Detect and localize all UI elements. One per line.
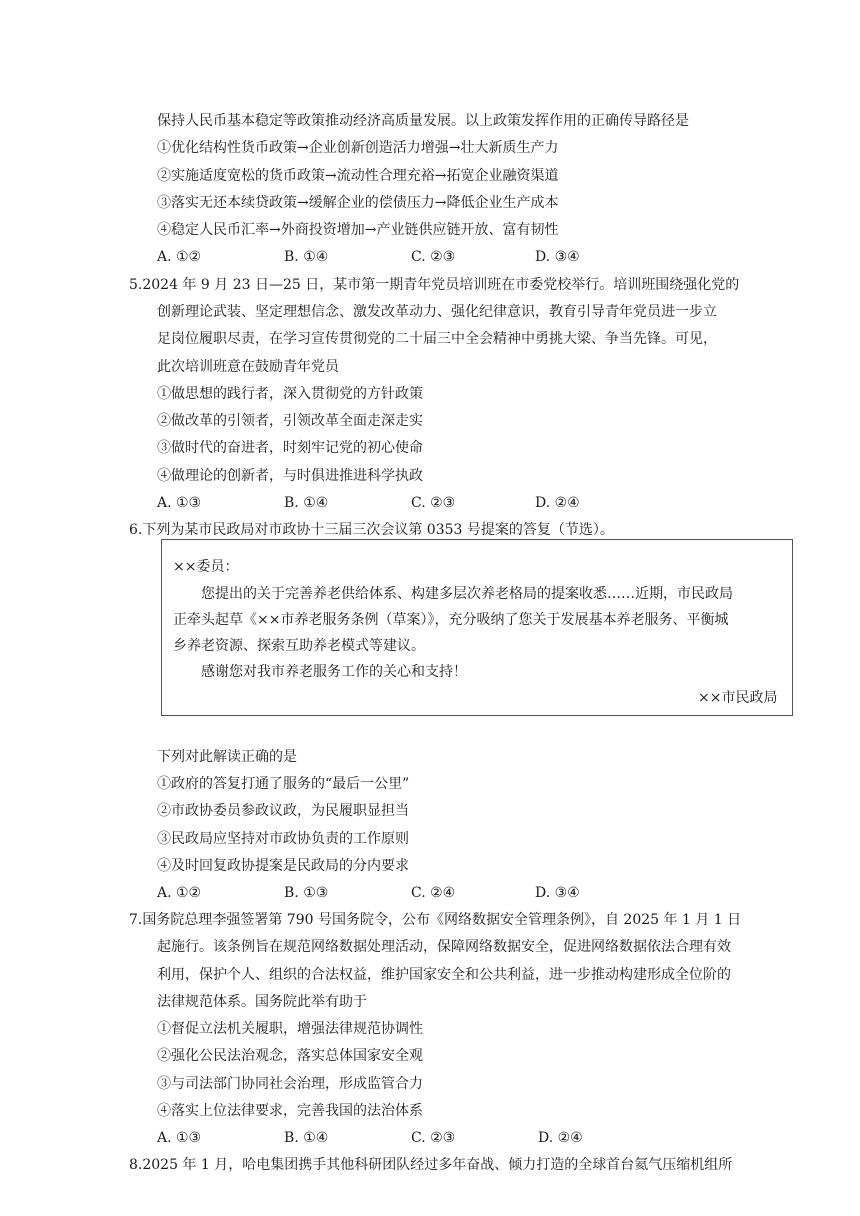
q7-option-c[interactable]: C. ②③ <box>411 1130 456 1146</box>
q7-option-b[interactable]: B. ①④ <box>284 1130 329 1146</box>
q7-option-d[interactable]: D. ②④ <box>538 1130 583 1146</box>
q6-option-b[interactable]: B. ①③ <box>284 885 329 901</box>
q4-option-d[interactable]: D. ③④ <box>535 249 580 265</box>
q6-letter-body-line-4: 感谢您对我市养老服务工作的关心和支持！ <box>201 664 467 680</box>
q4-option-b[interactable]: B. ①④ <box>284 249 329 265</box>
q7-stem-line-3: 利用，保护个人、组织的合法权益，维护国家安全和公共利益，进一步推动构建形成全位阶的 <box>157 967 731 983</box>
q6-letter-body-line-3: 乡养老资源、探索互助养老模式等建议。 <box>173 638 425 654</box>
q7-item-4: ④落实上位法律要求，完善我国的法治体系 <box>157 1103 423 1119</box>
q7-item-3: ③与司法部门协同社会治理，形成监管合力 <box>157 1076 423 1092</box>
q4-option-a[interactable]: A. ①② <box>157 249 202 265</box>
q5-option-d[interactable]: D. ②④ <box>535 495 580 511</box>
q6-item-1: ①政府的答复打通了服务的“最后一公里” <box>157 776 410 792</box>
q5-options <box>157 493 580 513</box>
q5-option-a[interactable]: A. ①③ <box>157 495 202 511</box>
q5-option-b[interactable]: B. ①④ <box>284 495 329 511</box>
q4-options <box>157 247 580 267</box>
q4-item-4: ④稳定人民币汇率→外商投资增加→产业链供应链开放、富有韧性 <box>157 222 559 238</box>
q6-letter-body-line-1: 您提出的关于完善养老供给体系、构建多层次养老格局的提案收悉……近期，市民政局 <box>201 586 733 602</box>
q5-stem-line-3: 足岗位履职尽责，在学习宣传贯彻党的二十届三中全会精神中勇挑大梁、争当先锋。可见， <box>157 331 717 347</box>
q4-stem-continuation: 保持人民币基本稳定等政策推动经济高质量发展。以上政策发挥作用的正确传导路径是 <box>157 113 689 129</box>
q5-option-c[interactable]: C. ②③ <box>411 495 456 511</box>
q6-letter-body-line-2: 正牵头起草《××市养老服务条例（草案）》，充分吸纳了您关于发展基本养老服务、平衡城 <box>173 612 729 628</box>
q5-stem-line-2: 创新理论武装、坚定理想信念、激发改革动力、强化纪律意识，教育引导青年党员进一步立 <box>157 304 717 320</box>
q5-item-1: ①做思想的践行者，深入贯彻党的方针政策 <box>157 386 423 402</box>
q6-option-d[interactable]: D. ③④ <box>535 885 580 901</box>
q6-question: 下列对此解读正确的是 <box>157 749 297 765</box>
q6-item-4: ④及时回复政协提案是民政局的分内要求 <box>157 858 409 874</box>
q6-item-3: ③民政局应坚持对市政协负责的工作原则 <box>157 831 409 847</box>
q6-options <box>157 883 580 903</box>
q7-item-1: ①督促立法机关履职，增强法律规范协调性 <box>157 1021 423 1037</box>
q7-options <box>157 1128 583 1148</box>
q8-stem-line-1: 8.2025 年 1 月，哈电集团携手其他科研团队经过多年奋战、倾力打造的全球首台氦气压缩机组所 <box>129 1157 733 1173</box>
q6-option-c[interactable]: C. ②④ <box>411 885 456 901</box>
q5-stem-line-4: 此次培训班意在鼓励青年党员 <box>157 359 339 375</box>
q7-option-a[interactable]: A. ①③ <box>157 1130 202 1146</box>
q6-stem: 6.下列为某市民政局对市政协十三届三次会议第 0353 号提案的答复（节选）。 <box>129 522 614 538</box>
q5-item-4: ④做理论的创新者，与时俱进推进科学执政 <box>157 468 423 484</box>
q5-item-2: ②做改革的引领者，引领改革全面走深走实 <box>157 413 423 429</box>
q7-item-2: ②强化公民法治观念，落实总体国家安全观 <box>157 1048 423 1064</box>
q4-item-3: ③落实无还本续贷政策→缓解企业的偿债压力→降低企业生产成本 <box>157 195 559 211</box>
q6-letter-salutation: ××委员： <box>173 559 239 575</box>
q6-item-2: ②市政协委员参政议政，为民履职显担当 <box>157 803 409 819</box>
q4-item-1: ①优化结构性货币政策→企业创新创造活力增强→壮大新质生产力 <box>157 140 559 156</box>
q7-stem-line-1: 7.国务院总理李强签署第 790 号国务院令，公布《网络数据安全管理条例》，自 2025 年 1 月 1 日 <box>129 912 742 928</box>
q7-stem-line-2: 起施行。该条例旨在规范网络数据处理活动，保障网络数据安全，促进网络数据依法合理有效 <box>157 939 731 955</box>
q6-letter-signature: ××市民政局 <box>698 690 778 706</box>
q4-option-c[interactable]: C. ②③ <box>411 249 456 265</box>
q7-stem-line-4: 法律规范体系。国务院此举有助于 <box>157 994 367 1010</box>
q5-item-3: ③做时代的奋进者，时刻牢记党的初心使命 <box>157 440 423 456</box>
q5-stem-line-1: 5.2024 年 9 月 23 日—25 日，某市第一期青年党员培训班在市委党校举行。培训班围绕强化党的 <box>129 277 740 293</box>
q6-option-a[interactable]: A. ①② <box>157 885 202 901</box>
q4-item-2: ②实施适度宽松的货币政策→流动性合理充裕→拓宽企业融资渠道 <box>157 168 559 184</box>
